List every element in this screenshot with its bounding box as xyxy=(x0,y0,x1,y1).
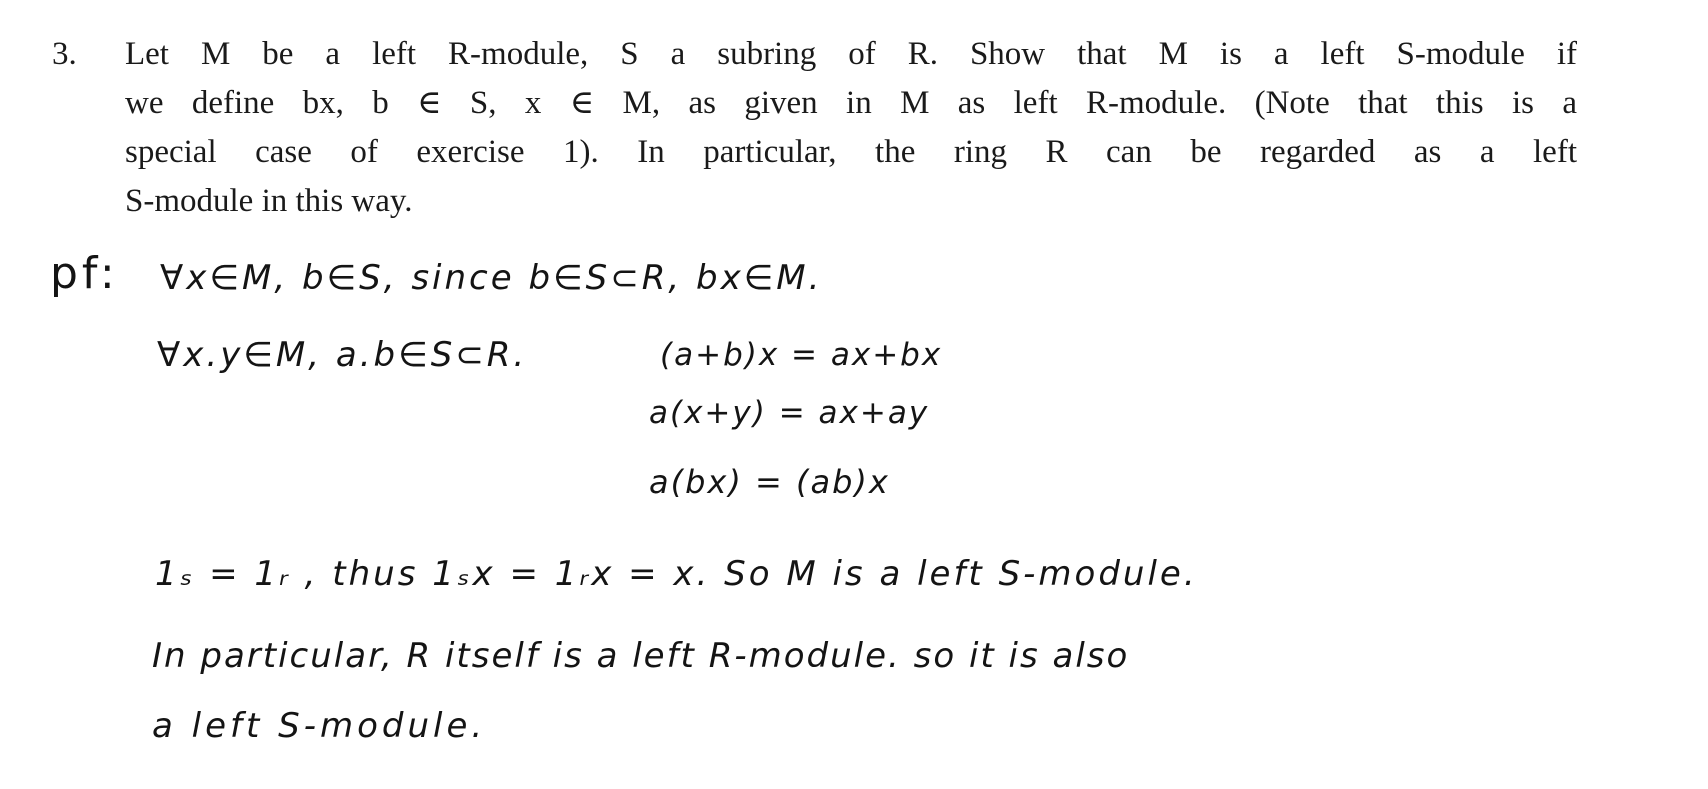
exercise-line: S-module in this way. xyxy=(125,183,413,219)
proof-line-conclusion: a left S-module. xyxy=(152,706,487,746)
axiom-distributive-vectors: a(x+y) = ax+ay xyxy=(649,395,930,431)
proof-line-identity: 1ₛ = 1ᵣ , thus 1ₛx = 1ᵣx = x. So M is a left S-module. xyxy=(155,554,1198,594)
proof-line-closure: ∀x∈M, b∈S, since b∈S⊂R, bx∈M. xyxy=(160,258,823,298)
exercise-line: Let M be a left R-module, S a subring of R. Show that M is a left S-module if xyxy=(125,36,1577,72)
proof-line-particular: In particular, R itself is a left R-module. so it is also xyxy=(152,636,1130,676)
axiom-associativity: a(bx) = (ab)x xyxy=(649,463,890,501)
proof-label: pf: xyxy=(50,248,119,299)
exercise-line: special case of exercise 1). In particular, the ring R can be regarded as a left xyxy=(125,134,1577,170)
axiom-distributive-scalars: (a+b)x = ax+bx xyxy=(660,337,943,373)
exercise-line: we define bx, b ∈ S, x ∈ M, as given in M as left R-module. (Note that this is a xyxy=(125,85,1577,121)
proof-line-quantifier: ∀x.y∈M, a.b∈S⊂R. xyxy=(157,335,528,375)
exercise-number: 3. xyxy=(52,36,77,72)
